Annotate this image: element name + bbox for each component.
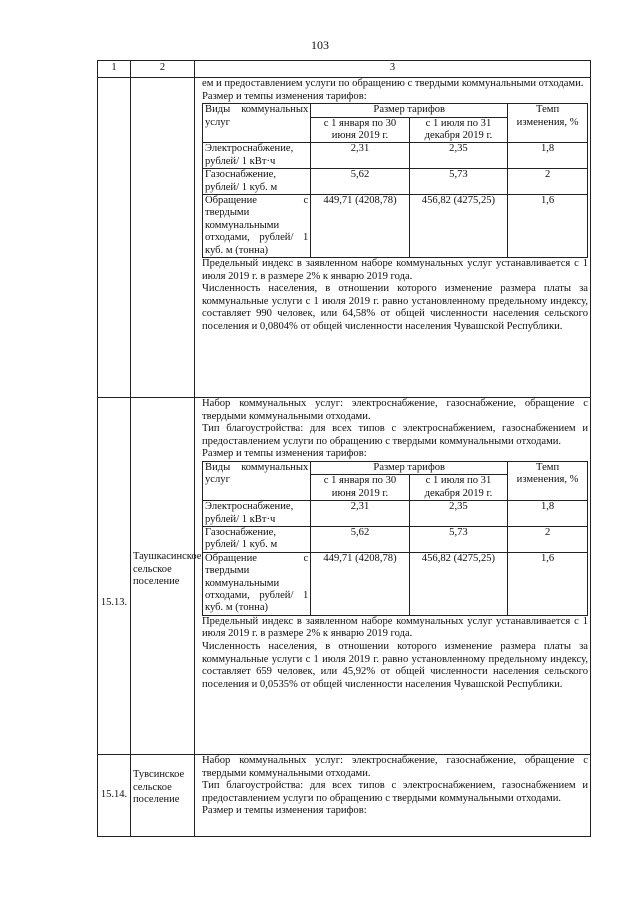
page-number: 103	[311, 38, 329, 52]
th-jan: с 1 января по 30 июня 2019 г.	[311, 475, 409, 501]
services-set: Набор коммунальных услуг: электроснабжение, газоснабжение, обращение с твердыми коммунальными отходами.	[202, 755, 588, 779]
tariff-jul: 456,82 (4275,25)	[409, 195, 507, 258]
population-text: Численность населения, в отношении которого изменение размера платы за коммунальные услуги с 1 июля 2019 г. равно установленному предельному индексу, составляет 990 человек, или 64,58% от общей численности населения сельского поселения и 0,0804% от общей численности населения Чувашской Республики.	[202, 283, 588, 333]
th-rate: Темп изменения, %	[508, 461, 588, 500]
rates-title: Размер и темпы изменения тарифов:	[202, 448, 367, 460]
column-header-row	[98, 61, 590, 78]
table-row	[203, 501, 588, 527]
services-set: Набор коммунальных услуг: электроснабжение, газоснабжение, обращение с твердыми коммунальными отходами.	[202, 398, 588, 422]
rate-change: 1,6	[508, 195, 588, 258]
tariff-jan: 449,71 (4208,78)	[311, 552, 409, 615]
limit-index-text: Предельный индекс в заявленном наборе коммунальных услуг устанавливается с 1 июля 2019 г. в размере 2% к январю 2019 года.	[202, 615, 588, 640]
rate-change: 2	[508, 527, 588, 553]
tariff-jan: 2,31	[311, 143, 409, 169]
tariff-table	[202, 461, 588, 616]
th-rate: Темп изменения, %	[508, 104, 588, 143]
tariff-jan: 449,71 (4208,78)	[311, 195, 409, 258]
section-intro: ем и предоставлением услуги по обращению с твердыми коммунальными отходами.	[202, 78, 584, 89]
section-15-14	[202, 755, 588, 818]
th-services: Виды коммунальных услуг	[203, 461, 311, 500]
settlement-name: Тувсинское сельское поселение	[133, 769, 185, 805]
section-number: 15.13.	[100, 597, 128, 608]
tariff-jul: 5,73	[409, 169, 507, 195]
th-jul: с 1 июля по 31 декабря 2019 г.	[409, 117, 507, 143]
th-size: Размер тарифов	[311, 104, 508, 117]
rates-title: Размер и темпы изменения тарифов:	[202, 90, 367, 102]
tariff-jan: 5,62	[311, 527, 409, 553]
tariff-jul: 456,82 (4275,25)	[409, 552, 507, 615]
tariff-jul: 5,73	[409, 527, 507, 553]
service-name: Обращение с твердыми коммунальными отходами, рублей/ 1 куб. м (тонна)	[203, 195, 311, 258]
tariff-document-table	[97, 60, 591, 837]
rate-change: 2	[508, 169, 588, 195]
column-header-1: 1	[111, 62, 117, 73]
service-name: Обращение с твердыми коммунальными отходами, рублей/ 1 куб. м (тонна)	[203, 552, 311, 615]
settlement-name: Таушкасинское сельское поселение	[133, 551, 202, 587]
service-name: Газоснабжение, рублей/ 1 куб. м	[203, 169, 311, 195]
table-row	[203, 143, 588, 169]
service-name: Электроснабжение, рублей/ 1 кВт·ч	[203, 143, 311, 169]
tariff-jan: 5,62	[311, 169, 409, 195]
continuation-section	[202, 78, 588, 334]
section-number: 15.14.	[100, 789, 128, 800]
limit-index-text: Предельный индекс в заявленном наборе коммунальных услуг устанавливается с 1 июля 2019 г. в размере 2% к январю 2019 года.	[202, 258, 588, 282]
section-15-13	[202, 398, 588, 691]
column-divider	[130, 61, 131, 836]
service-name: Электроснабжение, рублей/ 1 кВт·ч	[203, 501, 311, 527]
table-row	[203, 552, 588, 615]
rate-change: 1,8	[508, 501, 588, 527]
table-row	[203, 169, 588, 195]
tariff-jul: 2,35	[409, 143, 507, 169]
column-header-3: 3	[389, 62, 396, 73]
th-services: Виды коммунальных услуг	[203, 104, 311, 143]
table-row	[203, 195, 588, 258]
service-name: Газоснабжение, рублей/ 1 куб. м	[203, 527, 311, 553]
table-row	[203, 527, 588, 553]
improvement-type: Тип благоустройства: для всех типов с электроснабжением, газоснабжением и предоставлением услуги по обращению с твердыми коммунальными отходами.	[202, 423, 588, 447]
column-header-2: 2	[159, 62, 166, 73]
tariff-jul: 2,35	[409, 501, 507, 527]
th-jan: с 1 января по 30 июня 2019 г.	[311, 117, 409, 143]
th-jul: с 1 июля по 31 декабря 2019 г.	[409, 475, 507, 501]
tariff-table	[202, 103, 588, 258]
rates-title: Размер и темпы изменения тарифов:	[202, 805, 367, 817]
column-divider	[194, 61, 195, 836]
population-text: Численность населения, в отношении которого изменение размера платы за коммунальные услуги с 1 июля 2019 г. равно установленному предельному индексу, составляет 659 человек, или 45,92% от общей численности населения сельского поселения и 0,0535% от общей численности населения Чувашской Республики.	[202, 641, 588, 690]
improvement-type: Тип благоустройства: для всех типов с электроснабжением, газоснабжением и предоставлением услуги по обращению с твердыми коммунальными отходами.	[202, 780, 588, 804]
th-size: Размер тарифов	[311, 461, 508, 474]
rate-change: 1,6	[508, 552, 588, 615]
tariff-jan: 2,31	[311, 501, 409, 527]
rate-change: 1,8	[508, 143, 588, 169]
